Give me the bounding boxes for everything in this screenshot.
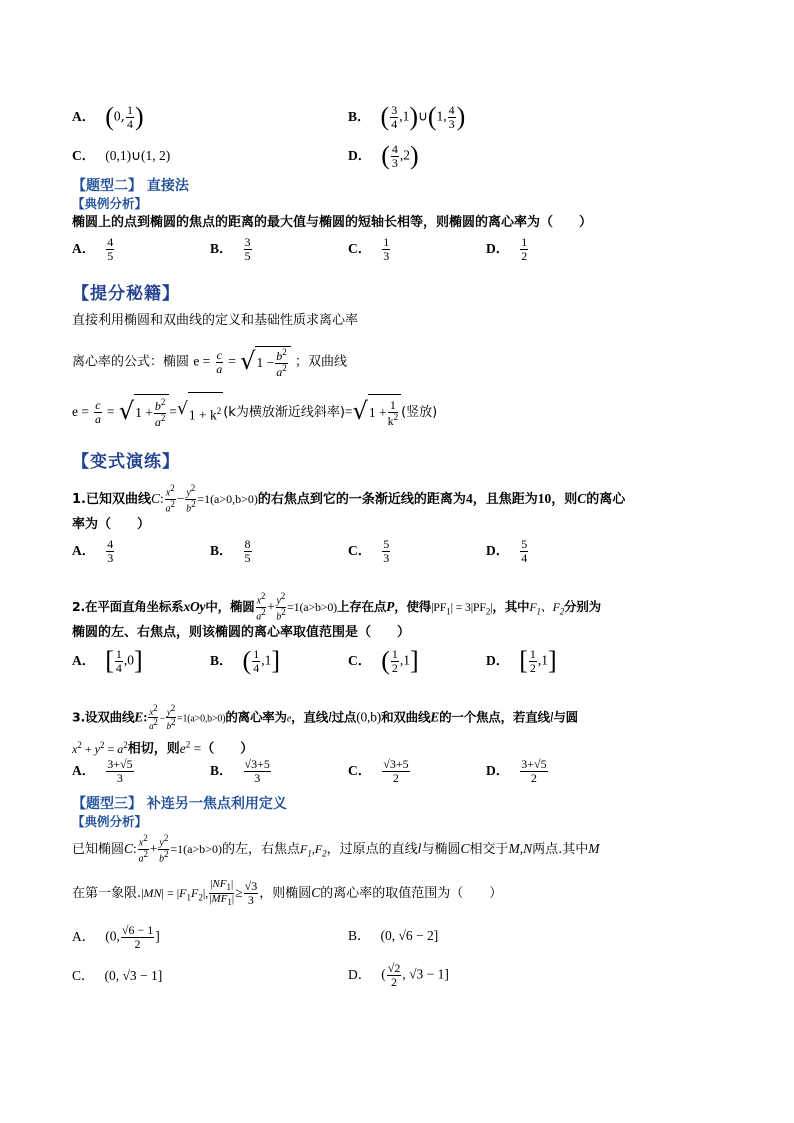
q3-choice-b[interactable]: B． $\frac{√3+5}{3}$: [210, 757, 270, 785]
type2-example-label: 【典例分析】: [72, 196, 148, 211]
q3-choice-d[interactable]: D． $\frac{3+√5}{2}$: [486, 757, 547, 785]
type3-line1: 已知椭圆C: $\frac{x^2}{a^2}$ + $\frac{y^2}{b^2}$ =1(a>b>0)的左，右焦点$F_1,F_2$，过原点的直线l与椭圆C相交于M,N两点.其中M: [72, 833, 600, 865]
q1-choice-c[interactable]: C． $\frac{5}{3}$: [348, 537, 390, 565]
q2-line1: 2.在平面直角坐标系xOy中，椭圆 $\frac{x^2}{a^2}$ + $\frac{y^2}{b^2}$ =1(a>b>0)上存在点P，使得$|PF_1| = 3|PF_2|$，其中$F_1$、$F_2$分别为: [72, 591, 601, 623]
q1-choice-d[interactable]: D． $\frac{5}{4}$: [486, 537, 528, 565]
type3-choice-a[interactable]: A． (0, $\frac{√6 - 1}{2}$ ]: [72, 923, 160, 951]
type3-choice-b[interactable]: B． (0, √6 − 2]: [348, 928, 439, 943]
type2-choice-a[interactable]: A． $\frac{4}{5}$: [72, 235, 114, 263]
option-d-top[interactable]: D． ( $\frac{4}{3}$ ,2): [348, 141, 419, 171]
type3-example-label: 【典例分析】: [72, 814, 148, 829]
type3-choice-c[interactable]: C． (0, √3 − 1]: [72, 968, 163, 983]
q2-choice-c[interactable]: C． ( $\frac{1}{2}$ ,1]: [348, 646, 419, 676]
q1-line2: 率为（ ）: [72, 517, 151, 532]
tips-line1: 直接利用椭圆和双曲线的定义和基础性质求离心率: [72, 313, 359, 328]
type2-question: 椭圆上的点到椭圆的焦点的距离的最大值与椭圆的短轴长相等，则椭圆的离心率为（ ）: [72, 215, 593, 230]
type3-choice-d[interactable]: D． ( $\frac{√2}{2}$ , √3 − 1]: [348, 961, 449, 989]
tips-formula-hyperbola: e = $\frac{c}{a}$ = √ 1 + $\frac{b^2}{a^2}$ = √ $1 + k^2$ (k为横放渐近线斜率)= √ 1 + $\frac{1}{k^2}$ (竖放): [72, 392, 732, 433]
q2-line2: 椭圆的左、右焦点，则该椭圆的离心率取值范围是（ ）: [72, 625, 411, 640]
type2-title: 【题型二】 直接法: [72, 178, 189, 194]
option-b-top[interactable]: B． ( $\frac{3}{4}$ ,1)∪(1, $\frac{4}{3}$ ): [348, 102, 466, 132]
tips-title: 【提分秘籍】: [72, 284, 180, 304]
option-c-top[interactable]: C． (0,1)∪(1, 2): [72, 148, 171, 163]
q3-choice-a[interactable]: A． $\frac{3+√5}{3}$: [72, 757, 133, 785]
q3-line1: 3.设双曲线E: $\frac{x^2}{a^2}$ − $\frac{y^2}{b^2}$ =1(a>0,b>0)的离心率为e，直线l过点(0,b)和双曲线E的一个焦点，若直线l与圆: [72, 703, 578, 732]
q2-choice-a[interactable]: A． [ $\frac{1}{4}$ ,0]: [72, 646, 143, 676]
q1-choice-b[interactable]: B． $\frac{8}{5}$: [210, 537, 251, 565]
q1-line1: 1.已知双曲线C: $\frac{x^2}{a^2}$ − $\frac{y^2}{b^2}$ =1(a>0,b>0)的右焦点到它的一条渐近线的距离为4，且焦距为10，则C的离心: [72, 483, 626, 515]
q1-choice-a[interactable]: A． $\frac{4}{3}$: [72, 537, 114, 565]
type3-title: 【题型三】 补连另一焦点利用定义: [72, 796, 287, 812]
practice-title: 【变式演练】: [72, 452, 180, 472]
type2-choice-b[interactable]: B． $\frac{3}{5}$: [210, 235, 251, 263]
q3-line2: $x^2 + y^2 = a^2$相切，则$e^2$ =（ ）: [72, 739, 254, 757]
type3-line2: 在第一象限$.|MN| = |F_1F_2|$, $\frac{|NF_1|}{|MF_1|}$ ≥ $\frac{√3}{3}$ ，则椭圆C的离心率的取值范围为（ ）: [72, 878, 503, 908]
type2-choice-d[interactable]: D． $\frac{1}{2}$: [486, 235, 528, 263]
type2-choice-c[interactable]: C． $\frac{1}{3}$: [348, 235, 390, 263]
q3-choice-c[interactable]: C． $\frac{√3+5}{2}$: [348, 757, 409, 785]
option-a-top[interactable]: A． (0, $\frac{1}{4}$ ): [72, 102, 144, 132]
q2-choice-d[interactable]: D． [ $\frac{1}{2}$ ,1]: [486, 646, 557, 676]
q2-choice-b[interactable]: B． ( $\frac{1}{4}$ ,1]: [210, 646, 280, 676]
tips-formula-ellipse: 离心率的公式：椭圆 e = $\frac{c}{a}$ = √ 1 − $\frac{b^2}{a^2}$ ；双曲线: [72, 347, 347, 379]
